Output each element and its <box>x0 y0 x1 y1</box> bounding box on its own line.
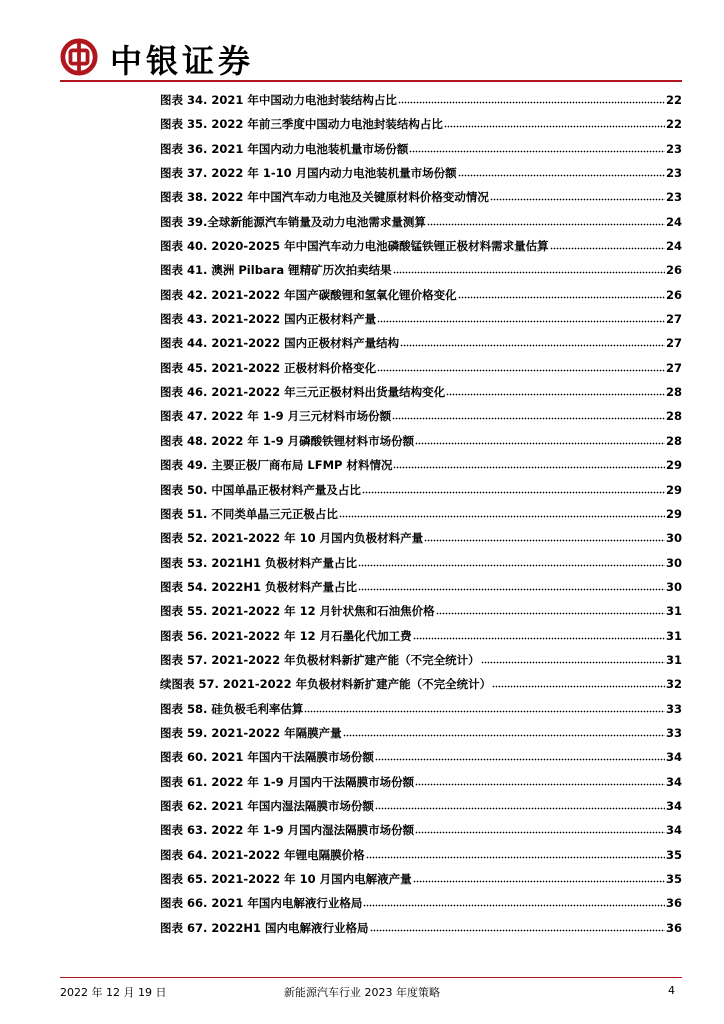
toc-entry-page: 34 <box>665 774 682 789</box>
toc-entry-page: 29 <box>665 506 682 521</box>
footer-report-title: 新能源汽车行业 2023 年度策略 <box>284 986 440 999</box>
toc-entry-page: 23 <box>665 190 682 205</box>
toc-entry[interactable] <box>160 429 682 453</box>
toc-entry-title: 图表 40. 2020-2025 年中国汽车动力电池磷酸锰铁锂正极材料需求量估算 <box>160 239 549 254</box>
toc-entry-page: 26 <box>665 287 682 302</box>
toc-leader-dots <box>444 116 665 130</box>
toc-leader-dots <box>492 676 665 690</box>
toc-entry-title: 图表 58. 硅负极毛利率估算 <box>160 701 304 716</box>
toc-entry[interactable] <box>160 867 682 891</box>
toc-entry-title: 图表 57. 2021-2022 年负极材料新扩建产能（不完全统计） <box>160 652 480 667</box>
toc-entry[interactable] <box>160 526 682 550</box>
toc-entry-page: 28 <box>665 385 682 400</box>
toc-entry-title: 图表 38. 2022 年中国汽车动力电池及关键原材料价格变动情况 <box>160 190 489 205</box>
toc-entry[interactable] <box>160 794 682 818</box>
toc-entry-title: 图表 55. 2021-2022 年 12 月针状焦和石油焦价格 <box>160 604 435 619</box>
toc-entry[interactable] <box>160 770 682 794</box>
toc-leader-dots <box>375 749 665 763</box>
toc-entry-page: 34 <box>665 823 682 838</box>
toc-entry[interactable] <box>160 307 682 331</box>
toc-entry-page: 24 <box>665 239 682 254</box>
toc-entry-title: 续图表 57. 2021-2022 年负极材料新扩建产能（不完全统计） <box>160 677 492 692</box>
toc-entry-title: 图表 51. 不同类单晶三元正极占比 <box>160 506 338 521</box>
toc-entry-page: 23 <box>665 166 682 181</box>
toc-entry[interactable] <box>160 672 682 696</box>
brand-name: 中银证券 <box>110 42 255 80</box>
toc-leader-dots <box>413 871 665 885</box>
toc-leader-dots <box>392 408 665 422</box>
page-number: 4 <box>668 984 675 997</box>
toc-entry-page: 34 <box>665 798 682 813</box>
toc-leader-dots <box>363 895 665 909</box>
toc-entry[interactable] <box>160 404 682 428</box>
toc-entry-title: 图表 63. 2022 年 1-9 月国内湿法隔膜市场份额 <box>160 823 415 838</box>
header-divider <box>60 80 682 82</box>
page-header <box>60 30 680 80</box>
toc-leader-dots <box>490 189 665 203</box>
toc-leader-dots <box>424 530 665 544</box>
toc-entry[interactable] <box>160 356 682 380</box>
toc-entry-title: 图表 42. 2021-2022 年国产碳酸锂和氢氧化锂价格变化 <box>160 287 457 302</box>
toc-entry[interactable] <box>160 599 682 623</box>
toc-entry-page: 31 <box>665 652 682 667</box>
toc-entry[interactable] <box>160 258 682 282</box>
toc-leader-dots <box>377 311 665 325</box>
toc-leader-dots <box>393 262 665 276</box>
toc-entry-title: 图表 45. 2021-2022 正极材料价格变化 <box>160 360 377 375</box>
toc-entry-title: 图表 48. 2022 年 1-9 月磷酸铁锂材料市场份额 <box>160 433 415 448</box>
toc-leader-dots <box>366 847 665 861</box>
toc-entry[interactable] <box>160 234 682 258</box>
toc-entry[interactable] <box>160 818 682 842</box>
toc-entry[interactable] <box>160 88 682 112</box>
toc-entry-page: 23 <box>665 141 682 156</box>
toc-entry-title: 图表 56. 2021-2022 年 12 月石墨化代加工费 <box>160 628 412 643</box>
toc-entry-page: 27 <box>665 360 682 375</box>
toc-leader-dots <box>415 822 665 836</box>
toc-leader-dots <box>413 628 665 642</box>
toc-entry-title: 图表 66. 2021 年国内电解液行业格局 <box>160 896 363 911</box>
toc-leader-dots <box>415 433 665 447</box>
toc-entry-page: 31 <box>665 628 682 643</box>
toc-entry-page: 27 <box>665 312 682 327</box>
toc-entry-page: 34 <box>665 750 682 765</box>
toc-entry-title: 图表 49. 主要正极厂商布局 LFMP 材料情况 <box>160 458 393 473</box>
toc-entry[interactable] <box>160 161 682 185</box>
footer-date: 2022 年 12 月 19 日 <box>60 986 167 999</box>
footer-divider <box>60 977 682 978</box>
toc-leader-dots <box>358 555 665 569</box>
toc-entry-title: 图表 43. 2021-2022 国内正极材料产量 <box>160 312 377 327</box>
table-of-figures <box>160 88 682 940</box>
toc-entry-page: 27 <box>665 336 682 351</box>
toc-leader-dots <box>415 774 665 788</box>
toc-leader-dots <box>362 482 665 496</box>
toc-entry[interactable] <box>160 112 682 136</box>
toc-entry-page: 32 <box>665 677 682 692</box>
toc-entry[interactable] <box>160 502 682 526</box>
toc-entry-title: 图表 44. 2021-2022 国内正极材料产量结构 <box>160 336 400 351</box>
toc-entry-page: 26 <box>665 263 682 278</box>
toc-leader-dots <box>458 287 665 301</box>
toc-entry-title: 图表 50. 中国单晶正极材料产量及占比 <box>160 482 361 497</box>
toc-entry-page: 33 <box>665 725 682 740</box>
toc-entry-title: 图表 46. 2021-2022 年三元正极材料出货量结构变化 <box>160 385 446 400</box>
toc-entry[interactable] <box>160 575 682 599</box>
toc-leader-dots <box>370 920 665 934</box>
toc-entry[interactable] <box>160 745 682 769</box>
toc-entry-page: 29 <box>665 458 682 473</box>
toc-entry-title: 图表 53. 2021H1 负极材料产量占比 <box>160 555 358 570</box>
toc-entry[interactable] <box>160 331 682 355</box>
toc-leader-dots <box>393 457 665 471</box>
toc-entry-title: 图表 39.全球新能源汽车销量及动力电池需求量测算 <box>160 214 426 229</box>
toc-leader-dots <box>458 165 665 179</box>
toc-entry-title: 图表 65. 2021-2022 年 10 月国内电解液产量 <box>160 872 412 886</box>
toc-entry[interactable] <box>160 624 682 648</box>
toc-entry-page: 29 <box>665 482 682 497</box>
toc-leader-dots <box>339 506 665 520</box>
toc-entry-title: 图表 35. 2022 年前三季度中国动力电池封装结构占比 <box>160 117 443 132</box>
toc-entry-page: 30 <box>665 555 682 570</box>
toc-entry[interactable] <box>160 137 682 161</box>
toc-entry-title: 图表 64. 2021-2022 年锂电隔膜价格 <box>160 847 365 862</box>
toc-entry[interactable] <box>160 551 682 575</box>
toc-entry-title: 图表 47. 2022 年 1-9 月三元材料市场份额 <box>160 409 392 424</box>
toc-leader-dots <box>304 701 665 715</box>
toc-entry-page: 30 <box>665 579 682 594</box>
toc-entry-title: 图表 37. 2022 年 1-10 月国内动力电池装机量市场份额 <box>160 166 457 181</box>
toc-entry[interactable] <box>160 453 682 477</box>
toc-entry-title: 图表 54. 2022H1 负极材料产量占比 <box>160 579 358 594</box>
toc-entry[interactable] <box>160 648 682 672</box>
toc-entry-title: 图表 60. 2021 年国内干法隔膜市场份额 <box>160 750 374 765</box>
toc-entry[interactable] <box>160 283 682 307</box>
toc-leader-dots <box>436 603 665 617</box>
toc-leader-dots <box>427 214 665 228</box>
toc-entry-page: 35 <box>665 872 682 886</box>
toc-entry-page: 36 <box>665 920 682 935</box>
toc-entry-page: 24 <box>665 214 682 229</box>
toc-leader-dots <box>409 141 665 155</box>
toc-leader-dots <box>343 725 665 739</box>
toc-leader-dots <box>377 360 665 374</box>
toc-entry-page: 33 <box>665 701 682 716</box>
toc-entry-title: 图表 62. 2021 年国内湿法隔膜市场份额 <box>160 798 374 813</box>
toc-entry-page: 22 <box>665 93 682 107</box>
toc-entry-page: 28 <box>665 409 682 424</box>
toc-leader-dots <box>481 652 665 666</box>
toc-entry-page: 35 <box>665 847 682 862</box>
toc-entry[interactable] <box>160 210 682 234</box>
toc-leader-dots <box>375 798 665 812</box>
toc-entry[interactable] <box>160 843 682 867</box>
toc-leader-dots <box>358 579 665 593</box>
toc-entry[interactable] <box>160 478 682 502</box>
toc-entry[interactable] <box>160 697 682 721</box>
toc-entry[interactable] <box>160 185 682 209</box>
toc-entry[interactable] <box>160 380 682 404</box>
toc-entry-title: 图表 67. 2022H1 国内电解液行业格局 <box>160 920 369 935</box>
toc-leader-dots <box>398 92 665 106</box>
toc-entry-page: 30 <box>665 531 682 546</box>
toc-entry-title: 图表 59. 2021-2022 年隔膜产量 <box>160 725 342 740</box>
toc-entry-page: 28 <box>665 433 682 448</box>
toc-entry[interactable] <box>160 891 682 915</box>
toc-entry-page: 22 <box>665 117 682 132</box>
toc-entry-title: 图表 34. 2021 年中国动力电池封装结构占比 <box>160 93 397 107</box>
toc-entry[interactable] <box>160 721 682 745</box>
bank-of-china-logo-icon <box>60 38 98 76</box>
toc-entry[interactable] <box>160 916 682 940</box>
toc-leader-dots <box>400 335 665 349</box>
toc-entry-title: 图表 61. 2022 年 1-9 月国内干法隔膜市场份额 <box>160 774 415 789</box>
toc-entry-title: 图表 52. 2021-2022 年 10 月国内负极材料产量 <box>160 531 424 546</box>
toc-entry-title: 图表 36. 2021 年国内动力电池装机量市场份额 <box>160 141 409 156</box>
toc-entry-page: 36 <box>665 896 682 911</box>
toc-entry-page: 31 <box>665 604 682 619</box>
toc-entry-title: 图表 41. 澳洲 Pilbara 锂精矿历次拍卖结果 <box>160 263 392 278</box>
toc-leader-dots <box>550 238 665 252</box>
toc-leader-dots <box>446 384 665 398</box>
